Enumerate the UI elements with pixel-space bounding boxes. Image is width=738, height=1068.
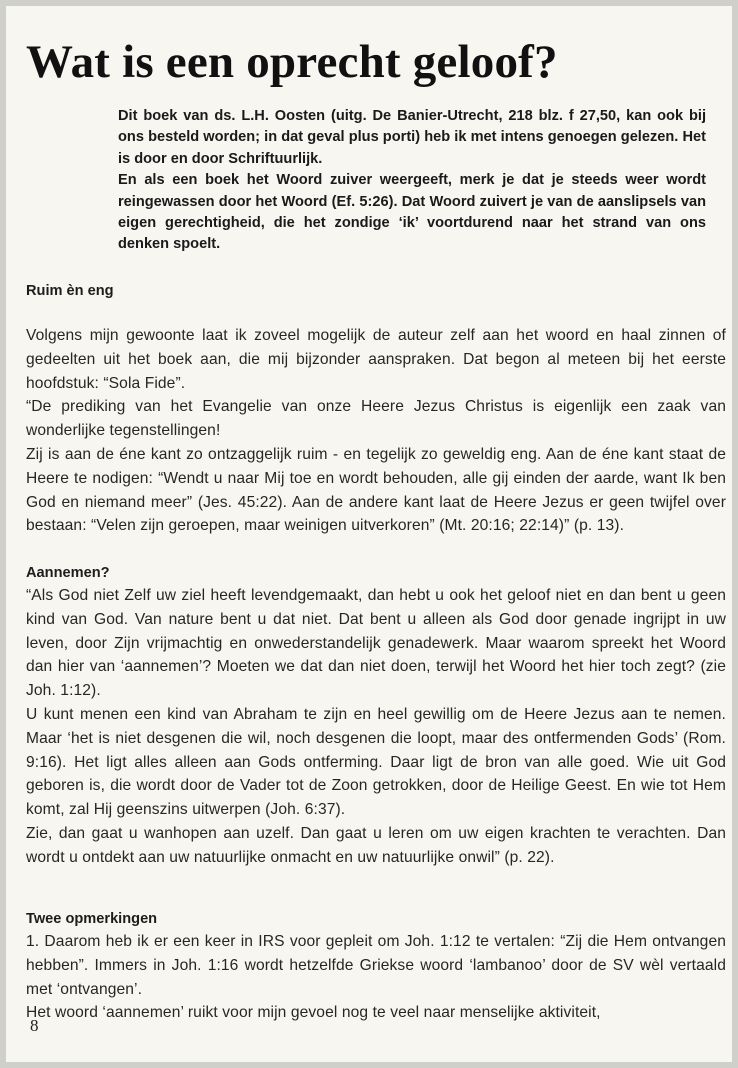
- body-paragraph: Zie, dan gaat u wanhopen aan uzelf. Dan gaat u leren om uw eigen krachten te verachten. Dan wordt u ontdekt aan uw natuurlijke onmacht en uw natuurlijke onwil” (p. 22).: [26, 824, 726, 866]
- body-paragraph: “Als God niet Zelf uw ziel heeft levendgemaakt, dan hebt u ook het geloof niet en dan bent u geen kind van God. Van nature bent u dat niet. Dat bent u alleen als God door genade ingrijpt in uw leven, door Zijn vrijmachtig en onwederstandelijk genadewerk. Maar waarom spreekt het Woord dan hier van ‘aannemen’? Moeten we dat dan niet doen, terwijl het Woord het hier toch zegt? (zie Joh. 1:12).: [26, 587, 726, 700]
- section-heading: Ruim èn eng: [26, 283, 114, 299]
- body-paragraph: U kunt menen een kind van Abraham te zijn en heel gewillig om de Heere Jezus aan te nemen. Maar ‘het is niet desgenen die wil, noch desgenen die loopt, maar des ontfermenden Gods’ (Rom. 9:16). Het ligt alles alleen aan Gods ontferming. Daar ligt de bron van alle goed. Wie uit God geboren is, die wordt door de Vader tot de Zoon getrokken, door de Heilige Geest. En wie tot Hem komt, zal Hij geenszins uitwerpen (Joh. 6:37).: [26, 705, 726, 819]
- article-title: Wat is een oprecht geloof?: [26, 36, 558, 88]
- section-ruim-en-eng: [26, 280, 726, 538]
- body-paragraph: Volgens mijn gewoonte laat ik zoveel mogelijk de auteur zelf aan het woord en haal zinnen of gedeelten uit het boek aan, die mij bijzonder aanspraken. Dat begon al meteen bij het eerste hoofdstuk: “Sola Fide”.: [26, 327, 726, 392]
- section-aannemen: [26, 562, 726, 870]
- intro-paragraph: En als een boek het Woord zuiver weergeeft, merk je dat je steeds weer wordt reingewassen door het Woord (Ef. 5:26). Dat Woord zuivert je van de aanslipsels van eigen gerechtigheid, die het zondige ‘ik’ voortdurend naar het strand van ons denken spoelt.: [118, 172, 706, 253]
- body-paragraph: 1. Daarom heb ik er een keer in IRS voor gepleit om Joh. 1:12 te vertalen: “Zij die Hem ontvangen hebben”. Immers in Joh. 1:16 wordt hetzelfde Griekse woord ‘lambanoo’ door de SV wèl vertaald met ‘ontvangen’.: [26, 933, 726, 998]
- section-heading: Aannemen?: [26, 565, 110, 581]
- section-twee-opmerkingen: [26, 908, 726, 1025]
- intro-paragraph: Dit boek van ds. L.H. Oosten (uitg. De Banier-Utrecht, 218 blz. f 27,50, kan ook bij ons besteld worden; in dat geval plus porti) heb ik met intens genoegen gelezen. Het is door en door Schriftuurlijk.: [118, 108, 706, 167]
- document-page: [6, 6, 732, 1062]
- body-paragraph: “De prediking van het Evangelie van onze Heere Jezus Christus is eigenlijk een zaak van wonderlijke tegenstellingen!: [26, 398, 726, 440]
- section-heading: Twee opmerkingen: [26, 911, 158, 927]
- page-number: 8: [30, 1016, 39, 1035]
- article-intro: [118, 106, 706, 256]
- body-paragraph: Zij is aan de éne kant zo ontzaggelijk ruim - en tegelijk zo geweldig eng. Aan de éne kant staat de Heere te nodigen: “Wendt u naar Mij toe en wordt behouden, alle gij einden der aarde, want Ik ben God en niemand meer” (Jes. 45:22). Aan de andere kant laat de Heere Jezus er geen twijfel over bestaan: “Velen zijn geroepen, maar weinigen uitverkoren” (Mt. 20:16; 22:14)” (p. 13).: [26, 445, 726, 535]
- body-paragraph: Het woord ‘aannemen’ ruikt voor mijn gevoel nog te veel naar menselijke aktiviteit,: [26, 1004, 601, 1022]
